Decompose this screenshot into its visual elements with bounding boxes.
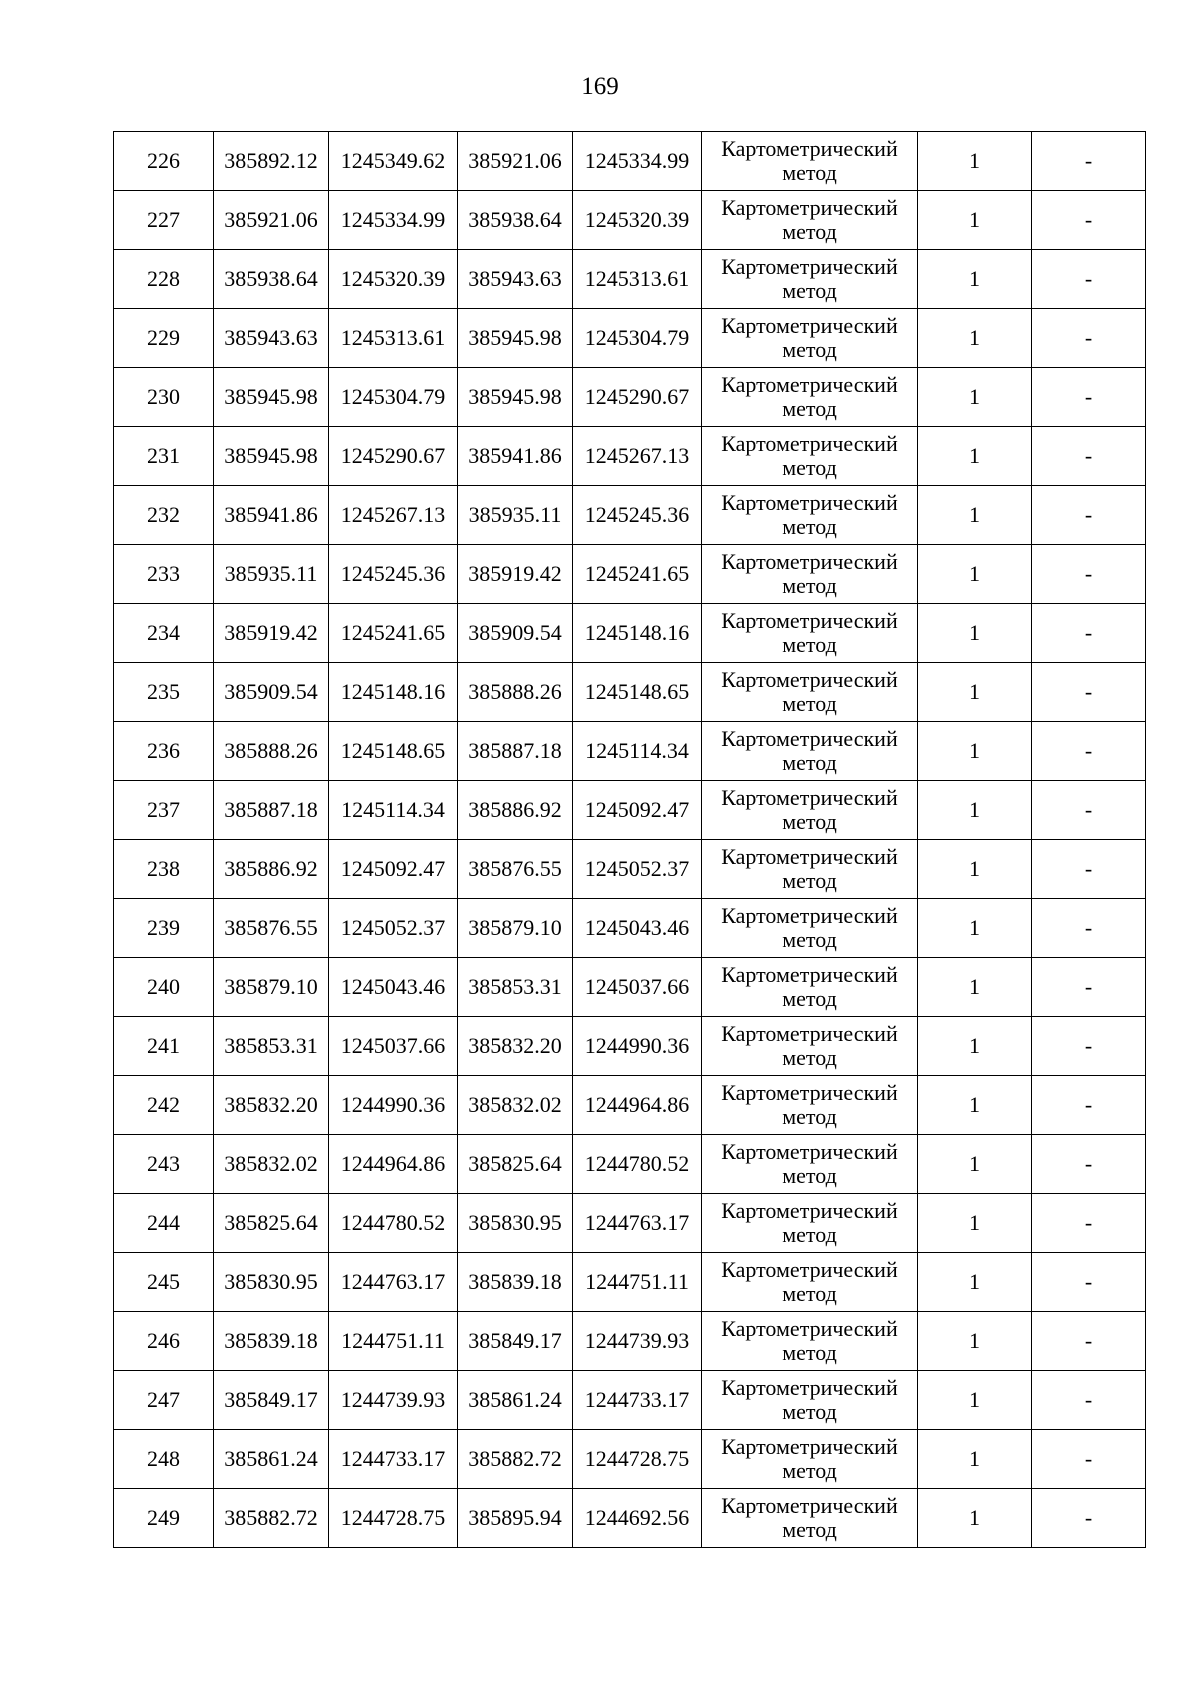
end-y-cell: 1245313.61 (573, 250, 702, 309)
start-y-cell: 1245241.65 (329, 604, 458, 663)
start-y-cell: 1245052.37 (329, 899, 458, 958)
point-number-cell: 249 (114, 1489, 214, 1548)
note-cell: - (1032, 486, 1146, 545)
start-x-cell: 385888.26 (214, 722, 329, 781)
table-row (114, 958, 1146, 1017)
start-x-cell: 385938.64 (214, 250, 329, 309)
start-x-cell: 385879.10 (214, 958, 329, 1017)
accuracy-cell: 1 (918, 1194, 1032, 1253)
start-x-cell: 385943.63 (214, 309, 329, 368)
accuracy-cell: 1 (918, 545, 1032, 604)
accuracy-cell: 1 (918, 191, 1032, 250)
accuracy-cell: 1 (918, 250, 1032, 309)
end-x-cell: 385839.18 (458, 1253, 573, 1312)
accuracy-cell: 1 (918, 604, 1032, 663)
point-number-cell: 237 (114, 781, 214, 840)
method-cell: Картометрический метод (702, 545, 918, 604)
point-number-cell: 240 (114, 958, 214, 1017)
end-y-cell: 1245267.13 (573, 427, 702, 486)
end-x-cell: 385919.42 (458, 545, 573, 604)
end-y-cell: 1245114.34 (573, 722, 702, 781)
note-cell: - (1032, 1017, 1146, 1076)
note-cell: - (1032, 309, 1146, 368)
start-y-cell: 1244780.52 (329, 1194, 458, 1253)
method-cell: Картометрический метод (702, 899, 918, 958)
start-x-cell: 385861.24 (214, 1430, 329, 1489)
accuracy-cell: 1 (918, 132, 1032, 191)
accuracy-cell: 1 (918, 958, 1032, 1017)
table-row (114, 722, 1146, 781)
table-row (114, 486, 1146, 545)
start-y-cell: 1244990.36 (329, 1076, 458, 1135)
accuracy-cell: 1 (918, 781, 1032, 840)
accuracy-cell: 1 (918, 1076, 1032, 1135)
start-x-cell: 385830.95 (214, 1253, 329, 1312)
start-y-cell: 1245304.79 (329, 368, 458, 427)
end-x-cell: 385921.06 (458, 132, 573, 191)
table-row (114, 309, 1146, 368)
method-cell: Картометрический метод (702, 427, 918, 486)
method-cell: Картометрический метод (702, 781, 918, 840)
point-number-cell: 236 (114, 722, 214, 781)
end-x-cell: 385879.10 (458, 899, 573, 958)
end-x-cell: 385876.55 (458, 840, 573, 899)
end-y-cell: 1245245.36 (573, 486, 702, 545)
start-y-cell: 1244763.17 (329, 1253, 458, 1312)
end-x-cell: 385887.18 (458, 722, 573, 781)
point-number-cell: 232 (114, 486, 214, 545)
accuracy-cell: 1 (918, 427, 1032, 486)
end-x-cell: 385825.64 (458, 1135, 573, 1194)
end-x-cell: 385849.17 (458, 1312, 573, 1371)
start-y-cell: 1244751.11 (329, 1312, 458, 1371)
start-y-cell: 1245349.62 (329, 132, 458, 191)
end-x-cell: 385882.72 (458, 1430, 573, 1489)
note-cell: - (1032, 722, 1146, 781)
start-y-cell: 1245334.99 (329, 191, 458, 250)
start-x-cell: 385887.18 (214, 781, 329, 840)
end-y-cell: 1245037.66 (573, 958, 702, 1017)
note-cell: - (1032, 1194, 1146, 1253)
start-x-cell: 385941.86 (214, 486, 329, 545)
table-row (114, 368, 1146, 427)
end-y-cell: 1244739.93 (573, 1312, 702, 1371)
start-y-cell: 1245290.67 (329, 427, 458, 486)
end-x-cell: 385886.92 (458, 781, 573, 840)
start-x-cell: 385832.02 (214, 1135, 329, 1194)
note-cell: - (1032, 545, 1146, 604)
start-x-cell: 385849.17 (214, 1371, 329, 1430)
method-cell: Картометрический метод (702, 1253, 918, 1312)
end-x-cell: 385938.64 (458, 191, 573, 250)
point-number-cell: 242 (114, 1076, 214, 1135)
table-row (114, 191, 1146, 250)
end-y-cell: 1245052.37 (573, 840, 702, 899)
note-cell: - (1032, 427, 1146, 486)
point-number-cell: 235 (114, 663, 214, 722)
note-cell: - (1032, 604, 1146, 663)
table-row (114, 1371, 1146, 1430)
note-cell: - (1032, 368, 1146, 427)
note-cell: - (1032, 191, 1146, 250)
start-y-cell: 1245245.36 (329, 545, 458, 604)
table-row (114, 1194, 1146, 1253)
note-cell: - (1032, 781, 1146, 840)
point-number-cell: 246 (114, 1312, 214, 1371)
method-cell: Картометрический метод (702, 604, 918, 663)
method-cell: Картометрический метод (702, 1489, 918, 1548)
start-y-cell: 1245043.46 (329, 958, 458, 1017)
table-row (114, 604, 1146, 663)
point-number-cell: 244 (114, 1194, 214, 1253)
point-number-cell: 247 (114, 1371, 214, 1430)
point-number-cell: 227 (114, 191, 214, 250)
note-cell: - (1032, 1489, 1146, 1548)
end-x-cell: 385945.98 (458, 309, 573, 368)
start-x-cell: 385919.42 (214, 604, 329, 663)
point-number-cell: 228 (114, 250, 214, 309)
point-number-cell: 226 (114, 132, 214, 191)
point-number-cell: 231 (114, 427, 214, 486)
method-cell: Картометрический метод (702, 663, 918, 722)
start-y-cell: 1245037.66 (329, 1017, 458, 1076)
end-y-cell: 1244728.75 (573, 1430, 702, 1489)
end-y-cell: 1244751.11 (573, 1253, 702, 1312)
start-y-cell: 1244964.86 (329, 1135, 458, 1194)
end-y-cell: 1244780.52 (573, 1135, 702, 1194)
note-cell: - (1032, 1430, 1146, 1489)
start-y-cell: 1244733.17 (329, 1430, 458, 1489)
method-cell: Картометрический метод (702, 1371, 918, 1430)
table-row (114, 132, 1146, 191)
end-x-cell: 385853.31 (458, 958, 573, 1017)
note-cell: - (1032, 663, 1146, 722)
table-row (114, 1489, 1146, 1548)
end-x-cell: 385861.24 (458, 1371, 573, 1430)
accuracy-cell: 1 (918, 1135, 1032, 1194)
start-x-cell: 385839.18 (214, 1312, 329, 1371)
end-y-cell: 1244990.36 (573, 1017, 702, 1076)
table-row (114, 663, 1146, 722)
accuracy-cell: 1 (918, 309, 1032, 368)
point-number-cell: 230 (114, 368, 214, 427)
end-y-cell: 1245304.79 (573, 309, 702, 368)
note-cell: - (1032, 1312, 1146, 1371)
method-cell: Картометрический метод (702, 1430, 918, 1489)
start-x-cell: 385876.55 (214, 899, 329, 958)
note-cell: - (1032, 1076, 1146, 1135)
point-number-cell: 233 (114, 545, 214, 604)
method-cell: Картометрический метод (702, 486, 918, 545)
start-x-cell: 385945.98 (214, 427, 329, 486)
start-x-cell: 385882.72 (214, 1489, 329, 1548)
table-row (114, 840, 1146, 899)
method-cell: Картометрический метод (702, 722, 918, 781)
end-x-cell: 385832.20 (458, 1017, 573, 1076)
page-number: 169 (581, 73, 619, 100)
start-x-cell: 385853.31 (214, 1017, 329, 1076)
table-row (114, 1253, 1146, 1312)
point-number-cell: 241 (114, 1017, 214, 1076)
end-y-cell: 1244763.17 (573, 1194, 702, 1253)
note-cell: - (1032, 1135, 1146, 1194)
end-x-cell: 385909.54 (458, 604, 573, 663)
start-x-cell: 385886.92 (214, 840, 329, 899)
end-y-cell: 1245148.16 (573, 604, 702, 663)
end-y-cell: 1245092.47 (573, 781, 702, 840)
method-cell: Картометрический метод (702, 1076, 918, 1135)
accuracy-cell: 1 (918, 1017, 1032, 1076)
start-y-cell: 1245320.39 (329, 250, 458, 309)
start-x-cell: 385921.06 (214, 191, 329, 250)
start-y-cell: 1244728.75 (329, 1489, 458, 1548)
point-number-cell: 239 (114, 899, 214, 958)
method-cell: Картометрический метод (702, 958, 918, 1017)
start-x-cell: 385935.11 (214, 545, 329, 604)
coordinates-table (113, 131, 1146, 1548)
accuracy-cell: 1 (918, 368, 1032, 427)
table-body (114, 132, 1146, 1548)
table-row (114, 1017, 1146, 1076)
accuracy-cell: 1 (918, 840, 1032, 899)
note-cell: - (1032, 899, 1146, 958)
table-row (114, 545, 1146, 604)
start-x-cell: 385892.12 (214, 132, 329, 191)
end-x-cell: 385941.86 (458, 427, 573, 486)
table-row (114, 1430, 1146, 1489)
point-number-cell: 234 (114, 604, 214, 663)
end-y-cell: 1244964.86 (573, 1076, 702, 1135)
note-cell: - (1032, 250, 1146, 309)
note-cell: - (1032, 840, 1146, 899)
accuracy-cell: 1 (918, 1371, 1032, 1430)
accuracy-cell: 1 (918, 722, 1032, 781)
note-cell: - (1032, 132, 1146, 191)
end-y-cell: 1245290.67 (573, 368, 702, 427)
accuracy-cell: 1 (918, 899, 1032, 958)
table-row (114, 427, 1146, 486)
table-row (114, 781, 1146, 840)
end-y-cell: 1245043.46 (573, 899, 702, 958)
end-y-cell: 1244692.56 (573, 1489, 702, 1548)
point-number-cell: 248 (114, 1430, 214, 1489)
accuracy-cell: 1 (918, 1253, 1032, 1312)
start-x-cell: 385832.20 (214, 1076, 329, 1135)
method-cell: Картометрический метод (702, 368, 918, 427)
end-y-cell: 1245320.39 (573, 191, 702, 250)
note-cell: - (1032, 1371, 1146, 1430)
end-y-cell: 1244733.17 (573, 1371, 702, 1430)
table-row (114, 1312, 1146, 1371)
accuracy-cell: 1 (918, 1312, 1032, 1371)
end-x-cell: 385943.63 (458, 250, 573, 309)
accuracy-cell: 1 (918, 1489, 1032, 1548)
start-y-cell: 1244739.93 (329, 1371, 458, 1430)
method-cell: Картометрический метод (702, 250, 918, 309)
table-row (114, 250, 1146, 309)
accuracy-cell: 1 (918, 1430, 1032, 1489)
method-cell: Картометрический метод (702, 1312, 918, 1371)
table-row (114, 1076, 1146, 1135)
end-x-cell: 385830.95 (458, 1194, 573, 1253)
note-cell: - (1032, 958, 1146, 1017)
start-y-cell: 1245114.34 (329, 781, 458, 840)
start-y-cell: 1245092.47 (329, 840, 458, 899)
point-number-cell: 245 (114, 1253, 214, 1312)
table-row (114, 1135, 1146, 1194)
end-x-cell: 385935.11 (458, 486, 573, 545)
end-x-cell: 385832.02 (458, 1076, 573, 1135)
accuracy-cell: 1 (918, 486, 1032, 545)
method-cell: Картометрический метод (702, 1194, 918, 1253)
start-x-cell: 385825.64 (214, 1194, 329, 1253)
end-x-cell: 385888.26 (458, 663, 573, 722)
accuracy-cell: 1 (918, 663, 1032, 722)
start-x-cell: 385909.54 (214, 663, 329, 722)
start-y-cell: 1245148.16 (329, 663, 458, 722)
method-cell: Картометрический метод (702, 309, 918, 368)
end-x-cell: 385945.98 (458, 368, 573, 427)
method-cell: Картометрический метод (702, 840, 918, 899)
end-y-cell: 1245241.65 (573, 545, 702, 604)
note-cell: - (1032, 1253, 1146, 1312)
method-cell: Картометрический метод (702, 1017, 918, 1076)
start-x-cell: 385945.98 (214, 368, 329, 427)
start-y-cell: 1245313.61 (329, 309, 458, 368)
end-y-cell: 1245148.65 (573, 663, 702, 722)
point-number-cell: 229 (114, 309, 214, 368)
method-cell: Картометрический метод (702, 1135, 918, 1194)
point-number-cell: 238 (114, 840, 214, 899)
end-x-cell: 385895.94 (458, 1489, 573, 1548)
table-row (114, 899, 1146, 958)
point-number-cell: 243 (114, 1135, 214, 1194)
method-cell: Картометрический метод (702, 132, 918, 191)
start-y-cell: 1245267.13 (329, 486, 458, 545)
method-cell: Картометрический метод (702, 191, 918, 250)
start-y-cell: 1245148.65 (329, 722, 458, 781)
end-y-cell: 1245334.99 (573, 132, 702, 191)
